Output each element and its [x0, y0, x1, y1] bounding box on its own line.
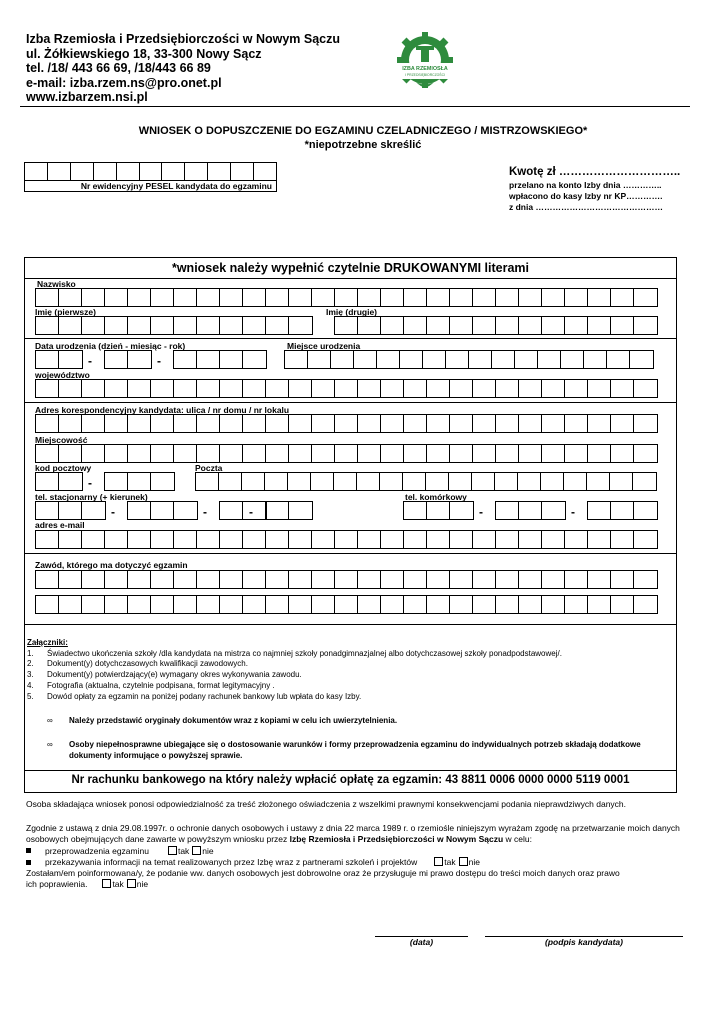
logo-text-1: IZBA RZEMIOSŁA — [402, 66, 448, 72]
landline-part2-input[interactable] — [219, 501, 267, 520]
title-sub: *niepotrzebne skreślić — [304, 139, 422, 151]
second-name-label: Imię (drugie) — [326, 307, 378, 317]
bullet-icon — [26, 848, 31, 853]
pesel-field[interactable] — [24, 162, 277, 192]
header-divider — [20, 106, 690, 107]
pesel-cells[interactable] — [24, 162, 277, 181]
infinity-icon: ∞ — [47, 716, 53, 725]
date-separator: - — [157, 354, 161, 368]
postal-code-label: kod pocztowy — [35, 463, 92, 473]
form-divider — [25, 278, 676, 279]
birth-day-input[interactable] — [35, 350, 83, 369]
form-divider — [25, 553, 676, 554]
address-label: Adres korespondencyjny kandydata: ulica / nr domu / nr lokalu — [35, 405, 290, 415]
mobile-label: tel. komórkowy — [405, 492, 467, 502]
form-heading: *wniosek należy wypełnić czytelnie DRUKOWANYMI literami — [171, 261, 530, 275]
consent-intro: Zgodnie z ustawą z dnia 29.08.1997r. o ochronie danych osobowych i ustawy z dnia 22 marca 1989 r. o rzemiośle niniejszym wyrażam zgodę na przetwarzanie moich danych osobowych obejmujących dane zawarte w powyższym wniosku przez Izbę Rzemiosła i Przedsiębiorczości w Nowym Sączu w celu: — [26, 823, 680, 845]
bullet-icon — [26, 860, 31, 865]
surname-input[interactable] — [35, 288, 658, 307]
fee-cash-receipt: wpłacono do kasy Izby nr KP…………. — [509, 191, 663, 201]
list-item: 3. Dokument(y) potwierdzający(e) wymagany okres wykonywania zawodu. — [27, 670, 302, 680]
institution-phone: tel. /18/ 443 66 69, /18/443 66 89 — [26, 61, 211, 76]
institution-address: ul. Żółkiewskiego 18, 33-300 Nowy Sącz — [26, 46, 262, 61]
postal-code-prefix-input[interactable] — [35, 472, 83, 491]
birth-place-input[interactable] — [284, 350, 654, 369]
pesel-label: Nr ewidencyjny PESEL kandydata do egzaminu — [24, 181, 277, 192]
profession-input-1[interactable] — [35, 570, 658, 589]
candidate-signature-field[interactable] — [485, 936, 683, 947]
post-office-label: Poczta — [195, 463, 223, 473]
mobile-part3-input[interactable] — [587, 501, 658, 520]
yes-checkbox[interactable] — [168, 846, 177, 855]
fee-transfer-date: przelano na konto Izby dnia ………….. — [509, 180, 662, 190]
email-input[interactable] — [35, 530, 658, 549]
attachments — [27, 638, 667, 702]
fee-amount: Kwotę zł ………………………….. — [509, 166, 681, 178]
list-item: 4. Fotografia (aktualna, czytelnie podpisana, format legitymacyjny . — [27, 680, 275, 690]
city-input[interactable] — [35, 444, 658, 463]
disability-note: ∞ Osoby niepełnosprawne ubiegające się o dostosowanie warunków i formy przeprowadzenia egzaminu do indywidualnych potrzeb składają dodatkowe dokumenty informujące o powyższej sprawie. — [47, 740, 641, 760]
application-form — [24, 257, 677, 793]
signature-label: (podpis kandydata) — [545, 937, 623, 947]
surname-label: Nazwisko — [37, 279, 76, 289]
phone-separator: - — [249, 505, 253, 519]
first-name-label: Imię (pierwsze) — [35, 307, 96, 317]
voivodeship-label: województwo — [35, 370, 90, 380]
institution-header — [26, 32, 340, 105]
landline-area-input[interactable] — [35, 501, 106, 520]
fee-info — [509, 165, 680, 213]
date-label: (data) — [409, 937, 434, 947]
date-signature-field[interactable] — [375, 936, 468, 947]
postal-separator: - — [88, 476, 92, 490]
phone-separator: - — [479, 505, 483, 519]
institution-logo — [392, 30, 458, 96]
city-label: Miejscowość — [35, 435, 88, 445]
landline-label: tel. stacjonarny (+ kierunek) — [35, 492, 148, 502]
liability-statement: Osoba składająca wniosek ponosi odpowiedzialność za treść złożonego oświadczenia z wszelkimi prawnymi konsekwencjami podania nieprawdziwych danych. — [26, 799, 627, 809]
institution-email: e-mail: izba.rzem.ns@pro.onet.pl — [26, 75, 222, 90]
profession-label: Zawód, którego ma dotyczyć egzamin — [35, 560, 188, 570]
birth-month-input[interactable] — [104, 350, 152, 369]
list-item: 5. Dowód opłaty za egzamin na poniżej podany rachunek bankowy lub wpłata do kasy Izby. — [27, 691, 362, 701]
attachments-list — [27, 649, 667, 703]
no-checkbox[interactable] — [192, 846, 201, 855]
document-title — [20, 124, 706, 152]
mobile-part2-input[interactable] — [495, 501, 566, 520]
list-item: 1. Świadectwo ukończenia szkoły /dla kandydata na mistrza co najmniej szkoły ponadgimnazjalnej albo dotychczasowej szkoły ponadpodstawowej/. — [27, 648, 562, 658]
birth-year-input[interactable] — [173, 350, 267, 369]
title-main: WNIOSEK O DOPUSZCZENIE DO EGZAMINU CZELADNICZEGO / MISTRZOWSKIEGO* — [138, 125, 588, 137]
second-name-input[interactable] — [334, 316, 658, 335]
originals-note: ∞ Należy przedstawić oryginały dokumentów wraz z kopiami w celu ich uwierzytelnienia. — [47, 716, 398, 725]
consent-item-info: przekazywania informacji na temat realizowanych przez Izbę wraz z partnerami szkoleń i projektów tak nie — [26, 857, 691, 868]
infinity-icon: ∞ — [47, 740, 53, 749]
form-divider — [25, 402, 676, 403]
voivodeship-input[interactable] — [35, 379, 658, 398]
yes-checkbox[interactable] — [434, 857, 443, 866]
form-divider — [25, 624, 676, 625]
attachments-heading: Załączniki: — [27, 638, 68, 647]
address-input[interactable] — [35, 414, 658, 433]
institution-name: Izba Rzemiosła i Przedsiębiorczości w Nowym Sączu — [26, 32, 340, 46]
phone-separator: - — [571, 505, 575, 519]
list-item: 2. Dokument(y) dotychczasowych kwalifikacji zawodowych. — [27, 659, 248, 669]
first-name-input[interactable] — [35, 316, 313, 335]
profession-input-2[interactable] — [35, 595, 658, 614]
birth-place-label: Miejsce urodzenia — [287, 341, 361, 351]
form-divider — [25, 338, 676, 339]
landline-part3-input[interactable] — [265, 501, 313, 520]
date-separator: - — [88, 354, 92, 368]
no-checkbox[interactable] — [459, 857, 468, 866]
birth-date-label: Data urodzenia (dzień - miesiąc - rok) — [35, 341, 186, 351]
phone-separator: - — [203, 505, 207, 519]
yes-checkbox[interactable] — [102, 879, 111, 888]
bank-account: Nr rachunku bankowego na który należy wpłacić opłatę za egzamin: 43 8811 0006 0000 0000 5119 0001 — [25, 770, 676, 786]
landline-part1-input[interactable] — [127, 501, 198, 520]
consent-informed: Zostałam/em poinformowana/y, że podanie ww. danych osobowych jest dobrowolne oraz że przysługuje mi prawo dostępu do treści moich danych oraz prawo ich poprawienia. tak nie — [26, 868, 620, 890]
postal-code-suffix-input[interactable] — [104, 472, 175, 491]
fee-date: z dnia ……………………………………… — [509, 202, 663, 212]
consent-item-exam: przeprowadzenia egzaminu tak nie — [26, 846, 691, 857]
institution-website: www.izbarzem.nsi.pl — [26, 90, 148, 105]
phone-separator: - — [111, 505, 115, 519]
data-consent — [26, 823, 691, 891]
no-checkbox[interactable] — [127, 879, 136, 888]
email-label: adres e-mail — [35, 520, 85, 530]
post-office-input[interactable] — [195, 472, 657, 491]
logo-text-2: I PRZEDSIĘBIORCZOŚCI — [405, 73, 445, 77]
mobile-part1-input[interactable] — [403, 501, 474, 520]
